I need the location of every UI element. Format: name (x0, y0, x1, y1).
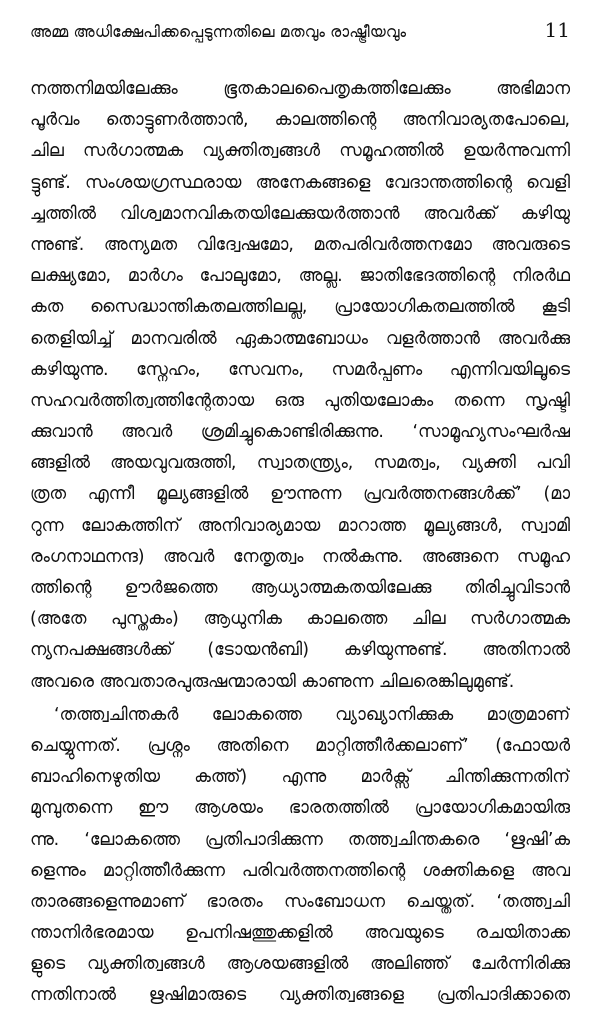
text-line: (അതേ പുസ്തകം) ആധുനിക കാലത്തെ ചില സർഗാത്മക (30, 609, 570, 630)
text-line: ലക്ഷ്യമോ, മാർഗം പോലുമോ, അല്ല. ജാതിഭേദത്തിന്റെ നിരർഥ (30, 266, 570, 287)
text-line: നത്തനിമയിലേക്കും ഭൂതകാലപൈതൃകത്തിലേക്കും അഭിമാന (30, 79, 570, 99)
page-number: 11 (544, 18, 570, 42)
text-line: ചെയ്യുന്നത്. പ്രശ്നം അതിനെ മാറ്റിത്തീർക്കലാണ്’ (ഫോയർ (30, 735, 570, 756)
text-line: കത സൈദ്ധാന്തികതലത്തിലല്ല, പ്രായോഗികതലത്തിൽ കൂടി (30, 297, 570, 318)
text-line: ന്യനപക്ഷങ്ങൾക്ക് (ടോയൻബി) കഴിയുന്നുണ്ട്. അതിനാൽ (30, 640, 570, 661)
paragraph (30, 700, 570, 1012)
text-line: ത്രത എന്നീ മൂല്യങ്ങളിൽ ഊന്നുന്ന പ്രവർത്തനങ്ങൾക്ക്’ (മാ (30, 484, 570, 505)
text-line: കഴിയുന്നു. സ്നേഹം, സേവനം, സമർപ്പണം എന്നിവയിലൂടെ (30, 359, 570, 380)
text-line: ളെന്നും മാറ്റിത്തീർക്കുന്ന പരിവർത്തനത്തിന്റെ ശക്തികളെ അവ (30, 860, 570, 881)
text-line: താരങ്ങളെന്നുമാണ് ഭാരതം സംബോധന ചെയ്തത്. ‘തത്ത്വചി (30, 891, 570, 912)
text-line: മുമ്പുതന്നെ ഈ ആശയം ഭാരതത്തിൽ പ്രായോഗികമായിരു (30, 798, 570, 819)
text-line: ക്കുവാൻ അവർ ശ്രമിച്ചുകൊണ്ടിരിക്കുന്നു. ‘സാമൂഹ്യസംഘർഷ (30, 422, 570, 443)
text-line: ചില സർഗാത്മക വ്യക്തിത്വങ്ങൾ സമൂഹത്തിൽ ഉയർന്നുവന്നി (30, 141, 570, 162)
text-line: ന്താനിർഭരമായ ഉപനിഷത്തുക്കളിൽ അവയുടെ രചയിതാക്ക (30, 923, 570, 944)
text-line: ളുടെ വ്യക്തിത്വങ്ങൾ ആശയങ്ങളിൽ അലിഞ്ഞ് ചേർന്നിരിക്കു (30, 954, 570, 975)
text-line: ത്തിന്റെ ഊർജത്തെ ആധ്യാത്മകതയിലേക്കു തിരിച്ചുവിടാൻ (30, 578, 570, 598)
text-line: പൂർവം തൊട്ടുണർത്താൻ, കാലത്തിന്റെ അനിവാര്യതപോലെ, (30, 110, 570, 131)
text-line: റുന്ന ലോകത്തിന് അനിവാര്യമായ മാറാത്ത മൂല്യങ്ങൾ, സ്വാമി (30, 515, 570, 536)
text-line: ങ്ങളിൽ അയവുവരുത്തി, സ്വാതന്ത്ര്യം, സമത്വം, വ്യക്തി പവി (30, 453, 570, 474)
text-line: രംഗനാഥനന്ദ) അവർ നേതൃത്വം നൽകുന്നു. അങ്ങനെ സമൂഹ (30, 546, 570, 567)
text-line: ട്ടുണ്ട്. സംശയഗ്രസ്ഥരായ അനേകങ്ങളെ വേദാന്തത്തിന്റെ വെളി (30, 172, 570, 193)
text-line: ച്ചത്തിൽ വിശ്വമാനവികതയിലേക്കുയർത്താൻ അവർക്ക് കഴിയു (30, 203, 570, 224)
running-head (30, 18, 570, 60)
text-line: അവരെ അവതാരപുരുഷന്മാരായി കാണുന്ന ചിലരെങ്കിലുമുണ്ട്. (30, 671, 515, 692)
text-line: സഹവർത്തിത്വത്തിന്റേതായ ഒരു പുതിയലോകം തന്നെ സൃഷ്ടി (30, 390, 570, 411)
text-line: ന്നതിനാൽ ഋഷിമാരുടെ വ്യക്തിത്വങ്ങളെ പ്രതിപാദിക്കാതെ (30, 985, 570, 1006)
text-line: ബാഹിനെഴുതിയ കത്ത്) എന്നു മാർക്സ് ചിന്തിക്കുന്നതിന് (30, 767, 570, 788)
text-line: ‘തത്ത്വചിന്തകർ ലോകത്തെ വ്യാഖ്യാനിക്കുക മാത്രമാണ് (54, 704, 570, 725)
text-line: തെളിയിച്ച് മാനവരിൽ ഏകാത്മബോധം വളർത്താൻ അവർക്കു (30, 328, 570, 349)
text-line: ന്നുണ്ട്. അന്യമത വിദ്വേഷമോ, മതപരിവർത്തനമോ അവരുടെ (30, 234, 570, 255)
running-head-title: അമ്മ അധിക്ഷേപിക്കപ്പെടുന്നതിലെ മതവും രാഷ്ട്രീയവും (30, 23, 407, 41)
body-text (30, 74, 570, 1012)
text-line: ന്നു. ‘ലോകത്തെ പ്രതിപാദിക്കുന്ന തത്ത്വചിന്തകരെ ‘ഋഷി’ക (30, 829, 570, 850)
paragraph (30, 74, 570, 698)
